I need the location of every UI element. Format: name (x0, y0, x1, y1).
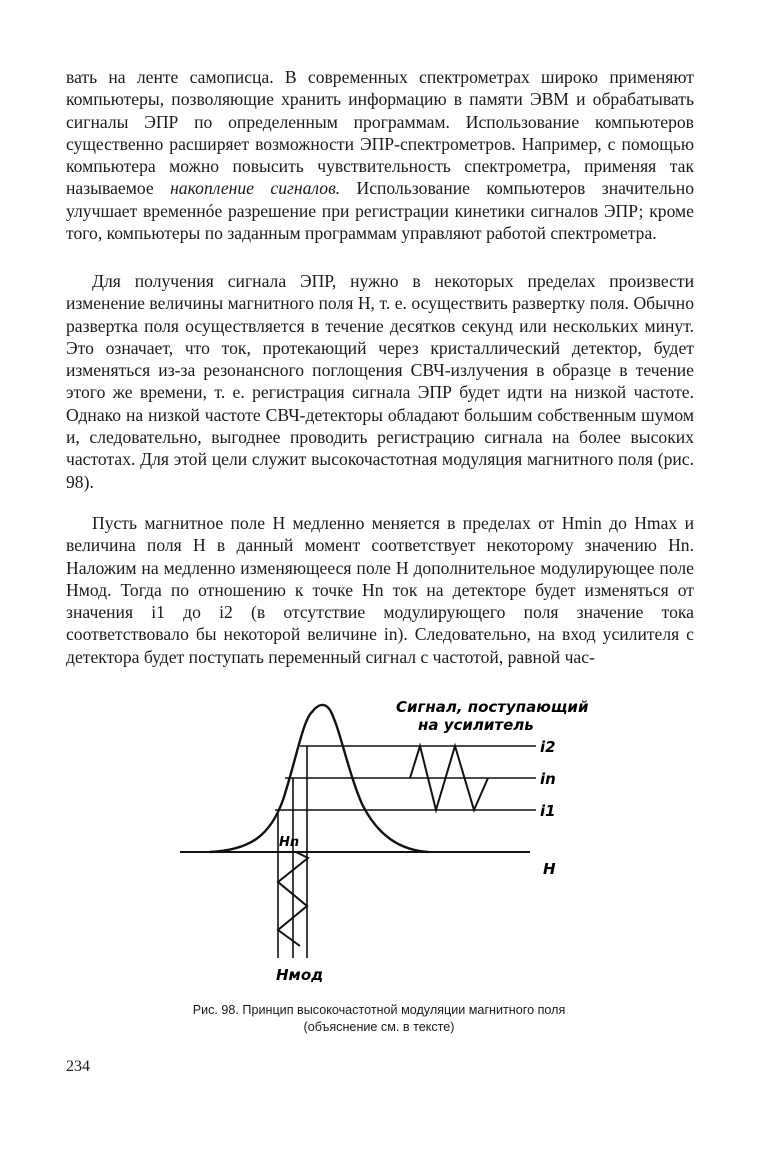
signal-label-line1: Сигнал, поступающий (396, 698, 589, 716)
caption-line-1: Рис. 98. Принцип высокочастотной модуляции магнитного поля (192, 1003, 566, 1017)
label-Hn: Hn (279, 835, 300, 850)
label-H: H (543, 860, 556, 878)
figure-caption (100, 1002, 658, 1036)
paragraph-1-emphasis: накопление сигналов. (170, 178, 341, 199)
paragraph-3-text: Пусть магнитное поле H медленно меняется в пределах от Hmin до Hmax и величина поля H в данный момент соответствует некоторому значению Hn. Наложим на медленно изменяющееся поле H дополнительное модулирующее поле Hмод. Тогда по отношению к точке Hn ток на детекторе будет изменяться от значения i1 до i2 (в отсутствие модулирующего поля значение тока соответствовало бы некоторой величине in). Следовательно, на вход усилителя с детектора будет поступать переменный сигнал с частотой, равной час- (66, 513, 694, 667)
label-i2: i2 (540, 738, 556, 756)
label-in: in (540, 770, 556, 788)
paragraph-1-rest: Использование компьютеров значительно улучшает временнóе разрешение при регистрации кинетики сигналов ЭПР; кроме того, компьютеры по заданным программам управляют работой спектрометра. (66, 178, 694, 244)
page-number: 234 (66, 1058, 90, 1075)
paragraph-1-text: вать на ленте самописца. В современных спектрометрах широко применяют компьютеры, позволяющие хранить информацию в памяти ЭВМ и обрабатывать сигналы ЭПР по определенным программам. Использование компьютеров существенно расширяет возможности ЭПР-спектрометров. Например, с помощью компьютера можно повысить чувствительность спектрометра, применяя так называемое (66, 67, 694, 199)
label-Hmod: Hмод (276, 966, 324, 984)
caption-line-2: (объяснение см. в тексте) (303, 1020, 455, 1034)
paragraph-2-text: Для получения сигнала ЭПР, нужно в некоторых пределах произвести изменение величины магнитного поля H, т. е. осуществить развертку поля. Обычно развертка поля осуществляется в течение десятков секунд или нескольких минут. Это означает, что ток, протекающий через кристаллический детектор, будет изменяться из-за резонансного поглощения СВЧ-излучения в образце в течение этого же времени, т. е. регистрация сигнала ЭПР будет идти на низкой частоте. Однако на низкой частоте СВЧ-детекторы обладают большим собственным шумом и, следовательно, выгоднее проводить регистрацию сигнала на более высоких частотах. Для этой цели служит высокочастотная модуляция магнитного поля (рис. 98). (66, 271, 694, 492)
signal-label-line2: на усилитель (418, 716, 534, 734)
label-i1: i1 (540, 802, 556, 820)
